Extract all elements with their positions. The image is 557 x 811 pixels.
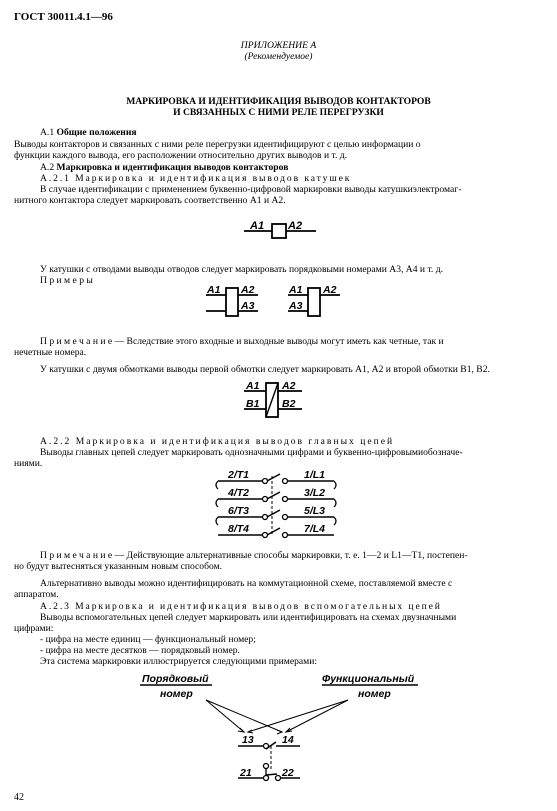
coil-two-a1-label: А1: [246, 380, 260, 392]
main-circuits-diagram: [214, 466, 338, 544]
section-title-line1: МАРКИРОВКА И ИДЕНТИФИКАЦИЯ ВЫВОДОВ КОНТАКТОРОВ: [126, 96, 431, 107]
a23-heading: А.2.3 Маркировка и идентификация выводов вспомогательных цепей: [40, 601, 442, 612]
main-terminal-5-l3: 5/L3: [304, 505, 326, 517]
main-terminal-8-t4: 8/T4: [228, 523, 250, 535]
coil-taps-left-a3-label: А3: [241, 300, 255, 312]
a21-heading: А.2.1 Маркировка и идентификация выводов катушек: [40, 173, 352, 184]
coil-taps-diagram-left: [202, 284, 262, 320]
aux-terminal-22: 22: [282, 767, 294, 779]
aux-terminal-21: 21: [240, 767, 252, 779]
main-terminal-7-l4: 7/L4: [304, 523, 326, 535]
a22-paragraph-line1: Выводы главных цепей следует маркировать однозначными цифрами и буквенно-цифровымиобозначе-: [40, 447, 463, 458]
label-sequence-number: Порядковый: [142, 673, 209, 685]
label-function-number-2: номер: [358, 688, 391, 700]
aux-terminal-14: 14: [282, 734, 294, 746]
main-terminal-1-l1: 1/L1: [304, 469, 326, 481]
a23-paragraph-line1: Выводы вспомогательных цепей следует маркировать или идентифицировать на схемах двузначными: [40, 612, 457, 623]
a1-paragraph-line1: Выводы контакторов и связанных с ними реле перегрузки идентифицируют с целью информации о: [14, 139, 421, 150]
note1-prefix: Примечание: [40, 336, 115, 347]
auxiliary-circuits-diagram: [136, 670, 426, 792]
coil-two-b1-label: В1: [246, 398, 260, 410]
page-number: 42: [14, 792, 24, 803]
appendix-title: ПРИЛОЖЕНИЕ А: [240, 40, 317, 51]
coil-taps-right-a1-label: А1: [289, 284, 303, 296]
coil-two-b2-label: В2: [282, 398, 296, 410]
coil-taps-diagram-right: [284, 284, 344, 320]
main-terminal-6-t3: 6/T3: [228, 505, 250, 517]
coil-simple-diagram: [240, 218, 320, 244]
taps-paragraph: У катушки с отводами выводы отводов следует маркировать порядковыми номерами А3, А4 и т. д.: [40, 264, 443, 275]
coil-taps-left-a1-label: А1: [207, 284, 221, 296]
note1-text: — Вследствие этого входные и выходные выводы могут иметь как четные, так и: [114, 336, 444, 347]
label-sequence-number-2: номер: [160, 688, 193, 700]
a1-title: Общие положения: [56, 127, 137, 138]
bullet-units-digit: - цифра на месте единиц — функциональный номер;: [40, 634, 256, 645]
bullet-tens-digit: - цифра на месте десятков — порядковый номер.: [40, 645, 240, 656]
a23-paragraph-line2: цифрами:: [14, 623, 54, 634]
aux-terminal-13: 13: [242, 734, 254, 746]
note2-line1: [40, 550, 468, 561]
section-title-line2: И СВЯЗАННЫХ С НИМИ РЕЛЕ ПЕРЕГРУЗКИ: [173, 107, 384, 118]
coil-taps-right-a3-label: А3: [289, 300, 303, 312]
coil-simple-a2-label: А2: [288, 220, 303, 232]
label-function-number: Функциональный: [322, 673, 415, 685]
main-terminal-2-t1: 2/T1: [228, 469, 250, 481]
note2-line2: но будут вытесняться указанным новым способом.: [14, 561, 223, 572]
alternative-paragraph-line1: Альтернативно выводы можно идентифицировать на коммутационной схеме, поставляемой вместе с: [40, 578, 453, 589]
note1-line1: [40, 336, 444, 347]
coil-two-windings-diagram: [238, 378, 308, 420]
main-terminal-4-t2: 4/T2: [228, 487, 250, 499]
coil-taps-left-a2-label: А2: [241, 284, 255, 296]
two-windings-paragraph: У катушки с двумя обмотками выводы первой обмотки следует маркировать А1, А2 и второй обмотки В1, В2.: [40, 364, 490, 375]
coil-taps-right-a2-label: А2: [323, 284, 337, 296]
note1-line2: нечетные номера.: [14, 347, 87, 358]
a22-paragraph-line2: ниями.: [14, 458, 43, 469]
a2-heading: [40, 162, 288, 173]
a22-heading: А.2.2 Маркировка и идентификация выводов главных цепей: [40, 436, 395, 447]
appendix-subtitle: (Рекомендуемое): [244, 51, 313, 62]
coil-simple-a1-label: А1: [250, 220, 265, 232]
a21-paragraph-line2: нитного контактора следует маркировать соответственно А1 и А2.: [14, 195, 286, 206]
a1-paragraph-line2: функции каждого вывода, его расположении относительно других выводов и т. д.: [14, 150, 348, 161]
note2-prefix: Примечание: [40, 550, 115, 561]
a21-paragraph-line1: В случае идентификации с применением буквенно-цифровой маркировки выводы катушкиэлектромаг-: [40, 184, 462, 195]
a2-number: А.2: [40, 162, 55, 173]
note2-text: — Действующие альтернативные способы маркировки, т. е. 1—2 и L1—T1, постепен-: [114, 550, 468, 561]
document-code: ГОСТ 30011.4.1—96: [14, 11, 113, 23]
alternative-paragraph-line2: аппаратом.: [14, 589, 59, 600]
a2-title: Маркировка и идентификация выводов контакторов: [56, 162, 289, 173]
coil-two-a2-label: А2: [282, 380, 296, 392]
main-terminal-3-l2: 3/L2: [304, 487, 326, 499]
a1-number: А.1: [40, 127, 55, 138]
system-illustration-paragraph: Эта система маркировки иллюстрируется следующими примерами:: [40, 656, 318, 667]
examples-label: Примеры: [40, 275, 96, 286]
a1-heading: [40, 127, 137, 138]
